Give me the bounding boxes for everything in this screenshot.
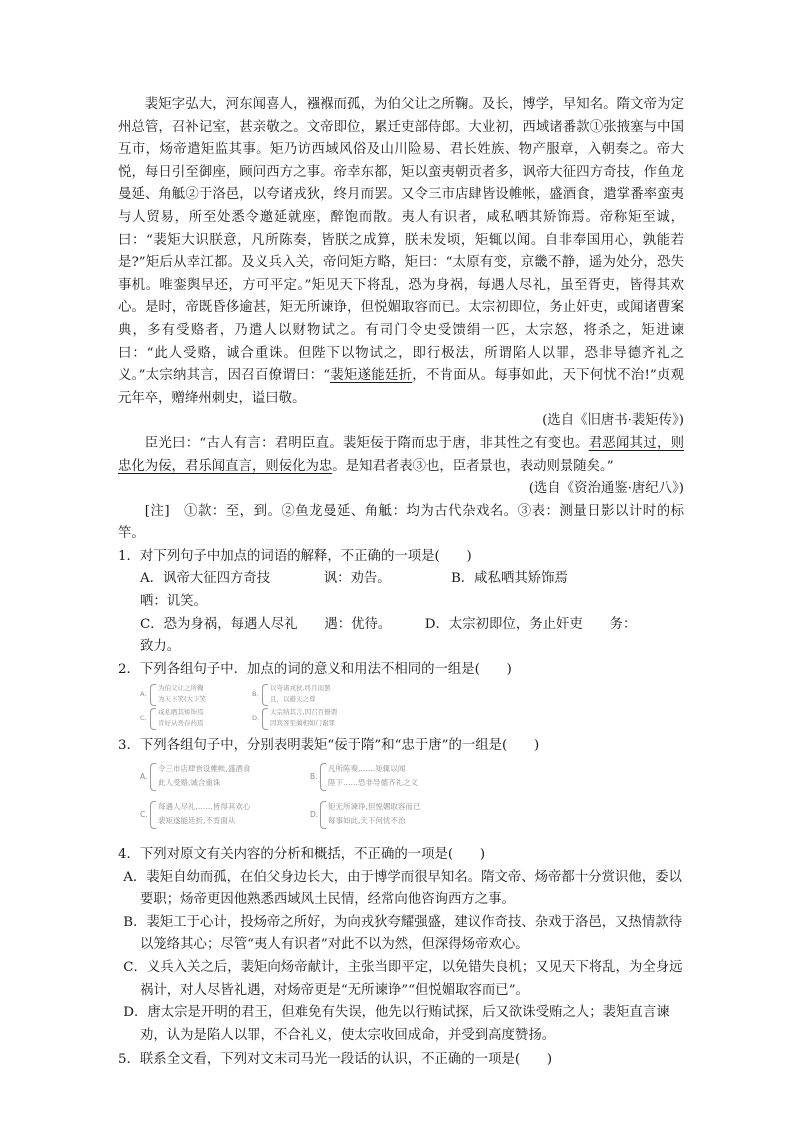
passage-underlined: 裴矩遂能廷折 <box>330 368 413 384</box>
question-1-line-4: 致力。 <box>140 639 181 655</box>
q3-a-line-2: 此人受赂,诚合重诛 <box>158 778 221 788</box>
q3-d-line-1: 矩无所谏诤,但悦媚取容而已 <box>328 802 421 812</box>
sima-part-1: 臣光曰：“古人有言：君明臣直。裴矩佞于隋而忠于唐，非其性之有变也。 <box>144 435 589 451</box>
sima-underlined: 君恶闻其过，则忠化为佞，君乐闻直言，则佞化为忠 <box>118 435 685 474</box>
question-1-line-2: 哂：讥笑。 <box>140 594 207 610</box>
q2-b-line-1: 以夸诸戎狄,终月而罢 <box>270 684 331 693</box>
question-1-stem: 1．对下列句子中加点的词语的解释，不正确的一项是( ) <box>118 548 472 564</box>
question-1-line-3: C．恐为身祸，每遇人尽礼 遇：优待。 D．太宗初即位，务止奸吏 务： <box>140 616 637 632</box>
source-jiu-tang-shu: (选自《旧唐书·裴矩传》) <box>542 413 684 429</box>
sima-part-2: 。是知君者表③也，臣者景也，表动则景随矣。” <box>332 458 614 474</box>
q2-d-line-1: 太宗纳其言,因召百僚谓 <box>270 708 338 717</box>
question-3-stem: 3．下列各组句子中，分别表明裴矩“佞于隋”和“忠于唐”的一组是( ) <box>118 738 540 754</box>
source-zizhi-tongjian: (选自《资治通鉴·唐纪八》) <box>528 481 684 497</box>
question-4-option-a: A．裴矩自幼而孤，在伯父身边长大，由于博学而很早知名。隋文帝、炀帝都十分赏识他，委以要职；炀帝更因他熟悉西域风土民情，经常向他咨询西方之事。 <box>123 869 682 908</box>
sima-guang-comment <box>118 433 684 478</box>
q3-d-line-2: 每事如此,天下何忧不治 <box>328 816 406 826</box>
question-2-stem: 2．下列各组句子中．加点的词的意义和用法不相同的一组是( ) <box>118 661 512 677</box>
question-1-line-1: A．讽帝大征四方奇技 讽：劝告。 B．咸私哂其矫饰焉 <box>140 571 568 587</box>
passage-part-1: 裴矩字弘大，河东闻喜人，襁褓而孤，为伯父让之所鞠。及长，博学，早知名。隋文帝为定州总管，召补记室，甚亲敬之。文帝即位，累迁吏部侍郎。大业初，西域诸番款①张掖塞与中国互市，炀帝遣矩监其事。矩乃访西域风俗及山川险易、君长姓族、物产服章，入朝奏之。帝大悦，每日引至御座，顾问西方之事。帝幸东都，矩以蛮夷朝贡者多，讽帝大征四方奇技，作鱼龙曼延、角觝②于洛邑，以夸诸戎狄，终月而罢。又令三市店肆皆设帷帐，盛酒食，遣掌番率蛮夷与人贸易，所至处悉令邀延就座，醉饱而散。夷人有识者，咸私哂其矫饰焉。帝称矩至诚，曰：“裴矩大识朕意，凡所陈奏，皆朕之成算，朕未发顷，矩辄以闻。自非奉国用心，孰能若是?”矩后从幸江都。及义兵入关，帝问矩方略，矩曰：“太原有变，京畿不静，遥为处分，恐失事机。唯銮舆早还，方可平定。”矩见天下将乱，恐为身祸，每遇人尽礼，虽至胥吏，皆得其欢心。是时，帝既昏侈逾甚，矩无所谏诤，但悦媚取容而已。太宗初即位，务止奸吏，或闻诸曹案典，多有受赂者，乃遣人以财物试之。有司门令史受馈绢一匹，太宗怒，将杀之，矩进谏曰：“此人受赂，诚合重诛。但陛下以物试之，即行极法，所谓陷人以罪，恐非导德齐礼之义。”太宗纳其言，因召百僚谓曰：“ <box>118 97 684 384</box>
footnote: [注] ①款：至，到。②鱼龙曼延、角觝：均为古代杂戏名。③表：测量日影以计时的标竿。 <box>118 503 684 542</box>
main-passage <box>118 94 684 410</box>
passage-part-2: ，不肯面从。每事如此，天下何忧不治!”贞观元年卒，赠绛州刺史，谥曰敬。 <box>118 368 684 406</box>
text-body <box>118 94 684 1072</box>
q2-a-line-1: 为伯父让之所鞠 <box>158 684 204 693</box>
q2-c-line-2: 肯好从吾存药焉 <box>158 719 204 728</box>
q3-b-line-1: 凡所陈奏,……矩辄以闻 <box>328 764 406 774</box>
q2-a-line-2: 为天下笑(大下笑 <box>158 695 207 704</box>
question-5-stem: 5．联系全文看，下列对文末司马光一段话的认识，不正确的一项是( ) <box>118 1052 553 1068</box>
question-4-stem: 4．下列对原文有关内容的分析和概括，不正确的一项是( ) <box>118 847 486 863</box>
q2-d-line-2: 因宾客至蔺相如门谢罪 <box>270 719 335 728</box>
question-4-option-b: B．裴矩工于心计，投炀帝之所好，为向戎狄夸耀强盛，建议作奇技、杂戏于洛邑，又热情款待以笼络其心；尽管“夷人有识者”对此不以为然，但深得炀帝欢心。 <box>123 914 683 953</box>
q3-a-line-1: 令三市店肆皆设帷帐,盛酒食 <box>158 764 251 774</box>
question-4-option-d: D．唐太宗是开明的君王，但难免有失误，他先以行贿试探，后又欲诛受贿之人；裴矩直言谏劝，认为是陷人以罪，不合礼义，使太宗收回成命，并受到高度赞扬。 <box>123 1005 670 1043</box>
q2-c-line-1: 咸私哂其矫饰焉 <box>158 708 204 717</box>
question-3-options-image: A. 令三市店肆皆设帷帐,盛酒食 此人受赂,诚合重诛 B. 凡所陈奏,……矩辄以闻 陛下……恐非导德齐礼之义 C. 每遇人尽礼,……皆得其欢心 裴矩遂能廷折,不肯面从 D. 矩无所谏诤,但悦媚取容而已 每事如此,天下何忧不治 <box>140 760 684 840</box>
q3-b-line-2: 陛下……恐非导德齐礼之义 <box>328 778 418 788</box>
q2-b-line-2: 且，以避天之尊 <box>270 695 316 704</box>
q3-c-line-2: 裴矩遂能廷折,不肯面从 <box>158 816 236 826</box>
question-4-option-c: C．义兵入关之后，裴矩向炀帝献计，主张当即平定，以免错失良机；又见天下将乱，为全身远祸计，对人尽皆礼遇，对炀帝更是“无所谏诤”“但悦媚取容而已”。 <box>123 960 683 998</box>
q3-c-line-1: 每遇人尽礼,……皆得其欢心 <box>158 802 251 812</box>
question-2-options-image: A. 为伯父让之所鞠 为天下笑(大下笑 B. 以夸诸戎狄,终月而罢 且，以避天之尊 C. 咸私哂其矫饰焉 肯好从吾存药焉 D. 太宗纳其言,因召百僚谓 因宾客至蔺相如门谢罪 <box>140 683 684 731</box>
